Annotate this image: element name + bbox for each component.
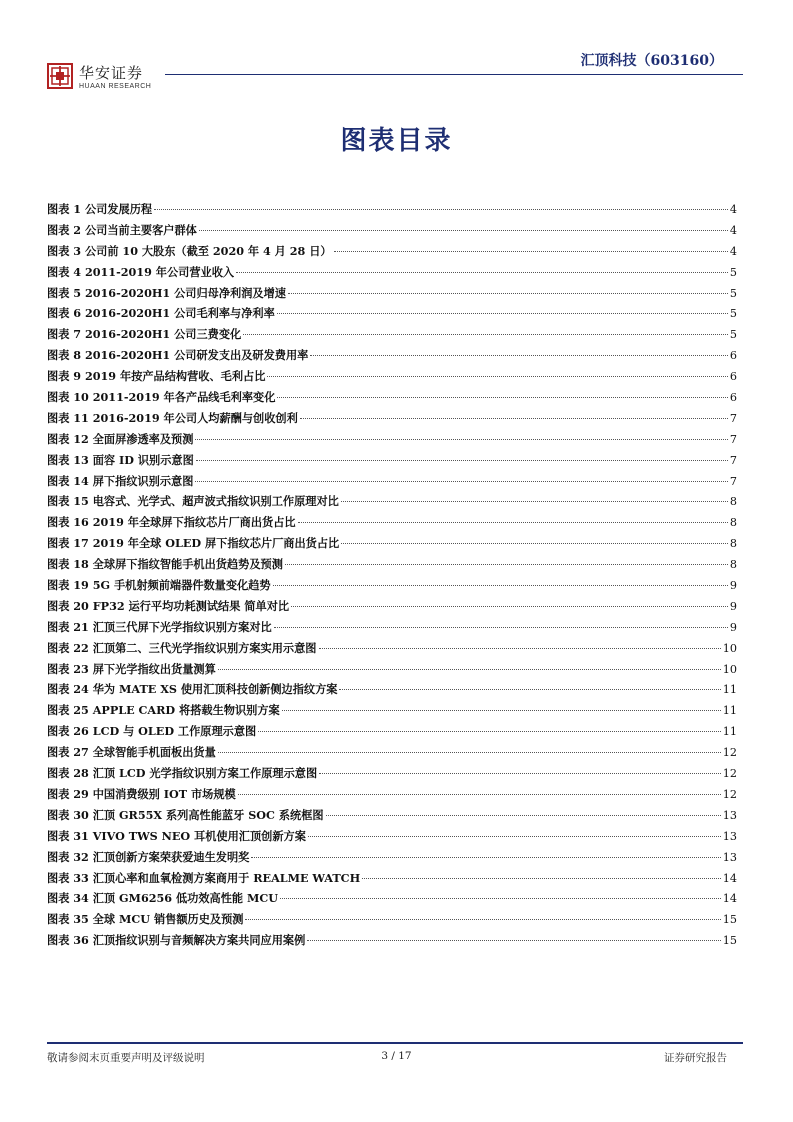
- toc-dot-leader: [308, 836, 721, 837]
- toc-dot-leader: [285, 564, 728, 565]
- toc-entry[interactable]: [47, 201, 737, 222]
- toc-dot-leader: [288, 293, 728, 294]
- toc-entry-page: 5: [729, 286, 737, 300]
- toc-entry-label: 图表 3 公司前 10 大股东（截至 2020 年 4 月 28 日）: [47, 243, 332, 258]
- toc-entry-page: 7: [729, 411, 737, 425]
- toc-dot-leader: [307, 940, 720, 941]
- toc-entry-page: 6: [729, 370, 737, 384]
- toc-entry-label: 图表 26 LCD 与 OLED 工作原理示意图: [47, 724, 257, 739]
- toc-entry[interactable]: [47, 598, 737, 619]
- toc-entry-page: 12: [722, 746, 737, 760]
- toc-entry-label: 图表 27 全球智能手机面板出货量: [47, 745, 216, 760]
- toc-entry-page: 13: [722, 808, 737, 822]
- toc-entry[interactable]: [47, 514, 737, 535]
- toc-entry-page: 8: [729, 495, 737, 509]
- toc-entry-page: 10: [722, 662, 737, 676]
- toc-dot-leader: [251, 857, 720, 858]
- toc-entry-label: 图表 15 电容式、光学式、超声波式指纹识别工作原理对比: [47, 494, 339, 509]
- toc-entry-page: 9: [729, 579, 737, 593]
- toc-entry-page: 7: [729, 432, 737, 446]
- toc-entry[interactable]: [47, 911, 737, 932]
- toc-dot-leader: [258, 731, 721, 732]
- toc-entry-page: 4: [729, 203, 737, 216]
- toc-entry-label: 图表 36 汇顶指纹识别与音频解决方案共同应用案例: [47, 933, 306, 948]
- brand-english: HUAAN RESEARCH: [79, 83, 152, 90]
- toc-dot-leader: [341, 543, 728, 544]
- toc-entry-label: 图表 20 FP32 运行平均功耗测试结果 简单对比: [47, 598, 290, 613]
- toc-entry[interactable]: [47, 326, 737, 347]
- toc-entry-page: 9: [729, 599, 737, 613]
- toc-entry-page: 5: [729, 265, 737, 279]
- toc-entry-page: 13: [722, 829, 737, 843]
- toc-entry-label: 图表 30 汇顶 GR55X 系列高性能蓝牙 SOC 系统框图: [47, 807, 324, 822]
- toc-dot-leader: [282, 710, 721, 711]
- toc-entry[interactable]: [47, 556, 737, 577]
- toc-entry-page: 6: [729, 349, 737, 363]
- toc-entry-page: 13: [722, 850, 737, 864]
- toc-entry[interactable]: [47, 786, 737, 807]
- company-ticker: 汇顶科技（603160）: [580, 53, 723, 69]
- toc-entry[interactable]: [47, 493, 737, 514]
- toc-entry-label: 图表 33 汇顶心率和血氧检测方案商用于 REALME WATCH: [47, 870, 361, 885]
- toc-entry-label: 图表 17 2019 年全球 OLED 屏下指纹芯片厂商出货占比: [47, 536, 340, 551]
- toc-entry-page: 4: [729, 244, 737, 258]
- toc-entry[interactable]: [47, 389, 737, 410]
- toc-dot-leader: [236, 272, 728, 273]
- toc-entry[interactable]: [47, 431, 737, 452]
- toc-entry-label: 图表 23 屏下光学指纹出货量测算: [47, 661, 216, 676]
- toc-dot-leader: [300, 418, 728, 419]
- toc-dot-leader: [195, 481, 727, 482]
- toc-entry-label: 图表 34 汇顶 GM6256 低功效高性能 MCU: [47, 891, 279, 906]
- toc-entry-label: 图表 5 2016-2020H1 公司归母净利润及增速: [47, 285, 286, 300]
- toc-entry-page: 15: [722, 934, 737, 948]
- toc-entry-page: 8: [729, 537, 737, 551]
- toc-dot-leader: [267, 376, 727, 377]
- toc-entry-label: 图表 25 APPLE CARD 将搭载生物识别方案: [47, 703, 280, 718]
- toc-entry-page: 14: [722, 892, 737, 906]
- toc-entry-label: 图表 24 华为 MATE XS 使用汇顶科技创新侧边指纹方案: [47, 682, 338, 697]
- toc-dot-leader: [243, 334, 728, 335]
- toc-entry-label: 图表 6 2016-2020H1 公司毛利率与净利率: [47, 306, 275, 321]
- toc-entry-page: 5: [729, 307, 737, 321]
- toc-entry-label: 图表 4 2011-2019 年公司营业收入: [47, 264, 235, 279]
- toc-dot-leader: [362, 878, 721, 879]
- toc-entry[interactable]: [47, 765, 737, 786]
- toc-entry-label: 图表 7 2016-2020H1 公司三费变化: [47, 327, 242, 342]
- toc-entry-page: 7: [729, 453, 737, 467]
- toc-dot-leader: [334, 251, 728, 252]
- toc-entry[interactable]: [47, 807, 737, 828]
- toc-dot-leader: [195, 439, 727, 440]
- toc-dot-leader: [218, 752, 721, 753]
- toc-entry-page: 10: [722, 641, 737, 655]
- toc-dot-leader: [339, 689, 720, 690]
- toc-entry-label: 图表 35 全球 MCU 销售额历史及预测: [47, 912, 244, 927]
- page-number: 3 / 17: [381, 1050, 412, 1062]
- toc-entry[interactable]: [47, 619, 737, 640]
- toc-entry-label: 图表 14 屏下指纹识别示意图: [47, 473, 194, 488]
- toc-entry[interactable]: [47, 932, 737, 953]
- toc-entry-page: 7: [729, 474, 737, 488]
- toc-dot-leader: [341, 501, 728, 502]
- footer-divider: [47, 1042, 743, 1044]
- toc-entry[interactable]: [47, 222, 737, 243]
- toc-entry[interactable]: [47, 535, 737, 556]
- toc-entry-page: 4: [729, 223, 737, 237]
- toc-entry-page: 12: [722, 787, 737, 801]
- toc-entry-label: 图表 11 2016-2019 年公司人均薪酬与创收创利: [47, 410, 298, 425]
- toc-entry[interactable]: [47, 681, 737, 702]
- huaan-logo-icon: [47, 63, 73, 89]
- toc-entry-label: 图表 2 公司当前主要客户群体: [47, 222, 197, 237]
- toc-dot-leader: [280, 898, 721, 899]
- toc-entry-label: 图表 12 全面屏渗透率及预测: [47, 431, 194, 446]
- toc-entry[interactable]: [47, 243, 737, 264]
- toc-entry-label: 图表 19 5G 手机射频前端器件数量变化趋势: [47, 578, 271, 593]
- toc-dot-leader: [245, 919, 720, 920]
- toc-entry-page: 12: [722, 767, 737, 781]
- toc-dot-leader: [298, 522, 728, 523]
- toc-dot-leader: [326, 815, 721, 816]
- toc-dot-leader: [273, 585, 728, 586]
- toc-entry-page: 9: [729, 620, 737, 634]
- toc-dot-leader: [199, 230, 728, 231]
- toc-entry-label: 图表 22 汇顶第二、三代光学指纹识别方案实用示意图: [47, 640, 317, 655]
- report-type: 证券研究报告: [664, 1052, 727, 1064]
- toc-entry-label: 图表 9 2019 年按产品结构营收、毛利占比: [47, 369, 266, 384]
- brand-name: 华安证券: [79, 64, 144, 82]
- toc-entry[interactable]: [47, 723, 737, 744]
- toc-entry[interactable]: [47, 870, 737, 891]
- toc-dot-leader: [277, 397, 727, 398]
- toc-entry-label: 图表 18 全球屏下指纹智能手机出货趋势及预测: [47, 557, 283, 572]
- toc-entry-label: 图表 32 汇顶创新方案荣获爱迪生发明奖: [47, 849, 250, 864]
- toc-entry-page: 6: [729, 391, 737, 405]
- footer-disclaimer: 敬请参阅末页重要声明及评级说明: [47, 1052, 205, 1064]
- toc-entry[interactable]: [47, 347, 737, 368]
- toc-entry-label: 图表 21 汇顶三代屏下光学指纹识别方案对比: [47, 619, 272, 634]
- toc-dot-leader: [310, 355, 728, 356]
- toc-entry[interactable]: [47, 828, 737, 849]
- toc-entry[interactable]: [47, 702, 737, 723]
- toc-entry[interactable]: [47, 744, 737, 765]
- toc-entry[interactable]: [47, 410, 737, 431]
- toc-entry-page: 5: [729, 328, 737, 342]
- toc-dot-leader: [238, 794, 721, 795]
- toc-dot-leader: [291, 606, 728, 607]
- toc-entry-label: 图表 16 2019 年全球屏下指纹芯片厂商出货占比: [47, 515, 296, 530]
- toc-dot-leader: [218, 669, 721, 670]
- toc-entry[interactable]: [47, 890, 737, 911]
- page-title: 图表目录: [340, 126, 453, 156]
- toc-entry-label: 图表 29 中国消费级别 IOT 市场规模: [47, 786, 236, 801]
- toc-entry-page: 15: [722, 913, 737, 927]
- toc-entry-page: 11: [722, 725, 737, 739]
- toc-dot-leader: [277, 313, 728, 314]
- toc-dot-leader: [154, 209, 728, 210]
- toc-entry-label: 图表 31 VIVO TWS NEO 耳机使用汇顶创新方案: [47, 828, 306, 843]
- toc-entry[interactable]: [47, 285, 737, 306]
- toc-entry[interactable]: [47, 452, 737, 473]
- toc-dot-leader: [196, 460, 728, 461]
- toc-entry[interactable]: [47, 473, 737, 494]
- toc-dot-leader: [274, 627, 728, 628]
- toc-dot-leader: [319, 773, 721, 774]
- toc-entry-label: 图表 8 2016-2020H1 公司研发支出及研发费用率: [47, 348, 309, 363]
- toc-entry-page: 11: [722, 704, 737, 718]
- table-of-figures: [47, 201, 737, 953]
- toc-entry[interactable]: [47, 577, 737, 598]
- toc-entry-label: 图表 28 汇顶 LCD 光学指纹识别方案工作原理示意图: [47, 766, 318, 781]
- toc-entry[interactable]: [47, 640, 737, 661]
- toc-entry-label: 图表 13 面容 ID 识别示意图: [47, 452, 194, 467]
- toc-entry-label: 图表 1 公司发展历程: [47, 202, 153, 216]
- toc-entry[interactable]: [47, 368, 737, 389]
- toc-entry-page: 8: [729, 558, 737, 572]
- toc-entry-page: 14: [722, 871, 737, 885]
- toc-entry-page: 11: [722, 683, 737, 697]
- header-divider: [165, 74, 743, 75]
- toc-dot-leader: [319, 648, 721, 649]
- toc-entry-label: 图表 10 2011-2019 年各产品线毛利率变化: [47, 390, 276, 405]
- toc-entry-page: 8: [729, 516, 737, 530]
- toc-entry[interactable]: [47, 305, 737, 326]
- toc-entry[interactable]: [47, 661, 737, 682]
- toc-entry[interactable]: [47, 264, 737, 285]
- toc-entry[interactable]: [47, 849, 737, 870]
